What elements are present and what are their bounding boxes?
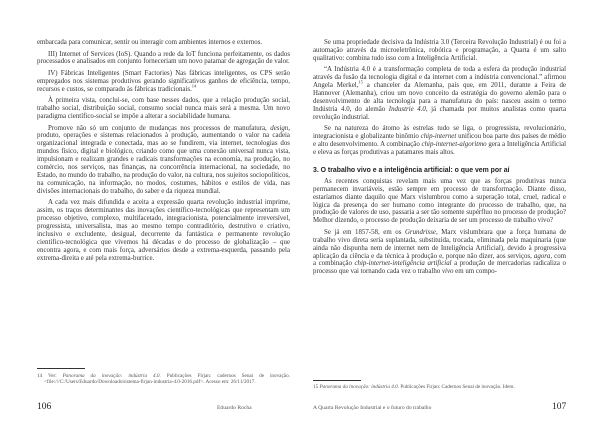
text-run: À primeira vista, conclui-se, com base nesses dados, que a relação produção social, trabalho social, distribuição social, consumo social nunca mais será a mesma. Um novo paradigma científico-social se impõe a alterar a sociabilidade humana.: [37, 97, 290, 121]
italic-text: Panorama da inovação: indústria 4.0.: [62, 373, 161, 379]
text-run: Se uma propriedade decisiva da Indústria 3.0 (Terceira Revolução Industrial) é ou foi a automação através da microeletrônica, robótica e programação, a Quarta é um salto qualitativo: combina tudo isso com a Inteligência Artificial.: [313, 39, 566, 62]
running-head-title: A Quarta Revolução Industrial e o futuro do trabalho: [313, 405, 432, 411]
text-run: a produção de mercadorias radicaliza o processo que vai tornando cada vez o trabalho: [313, 260, 566, 276]
text-run: As recentes conquistas revelam mais uma vez que as forças produtivas nunca permanecem invariáveis, estão sempre em processo de transformação. Diante disso, estaríamos diante daquilo que Marx vislumbrou como a superação total, cruel, radical e lógica da presença do ser humano como integrante do processo de trabalho, que, na produção de valores de uso, passaria a ser tão somente supérfluo no processo de produção? Melhor dizendo, o processo de produção deixaria de ser um processo de trabalho vivo?: [313, 177, 566, 225]
text-run: em um compo-: [453, 268, 497, 276]
italic-text: chip-internet: [420, 133, 457, 141]
text-run: Promove não só um conjunto de mudanças nos processos de manufatura,: [48, 124, 271, 132]
paragraph: [37, 70, 290, 94]
text-run: 15: [313, 384, 320, 390]
text-run: A cada vez mais difundida e aceita a expressão quarta revolução industrial imprime, assim, os traços determinantes das inovações científico-tecnológicas que representam um processo objetivo, complexo, multifacetado, integracionista, potencialmente irreversível, progressista, universalista, mas ao mesmo tempo contraditório, destrutivo e criativo, inclusivo e excludente, desigual, decorrente da fantástica e permanente revolução científico-tecnológica que vivemos há décadas e do processo de globalização – que encontra agora, e com mais força, adversários desde a extrema-esquerda, passando pela extrema-direita e até pela extrema-burrice.: [37, 199, 290, 262]
footnote-rule: [37, 368, 85, 369]
text-run: Publicações Firjan: Cadernos Senai de inovação. Idem.: [399, 384, 515, 390]
text-run: “A Indústria 4.0 é a transformação completa de toda a esfera da produção industrial através da fusão da tecnologia digital e da internet com a indústria convencional.” afirmou Angela Merkel,: [313, 66, 566, 90]
paragraph: [37, 125, 290, 196]
text-run: , produto, operações e sistemas relacionados à produção, aumentando o valor na cadeia organizacional integrada e conectada, mas ao se fundirem, via internet, tecnologias dos mundos físico, digital e biológico, criando como que uma conexão universal nunca vista, impulsionam e realizam grandes e radicais transformações na economia, na produção, no comércio, nos serviços, nas finanças, na concorrência internacional, na sociedade, no Estado, no mundo do trabalho, na produção do valor, na cultura, nos sujeitos sociopolíticos, na comunicação, na informação, no modos, costumes, hábitos e estilos de vida, nas divisões internacionais do trabalho, do saber e da riqueza mundial.: [37, 124, 290, 195]
paragraph: [313, 229, 566, 276]
section-heading: 3. O trabalho vivo e a inteligência artificial: o que vem por aí: [313, 166, 510, 174]
footnote-ref: 14: [191, 83, 197, 89]
paragraph: [313, 125, 566, 157]
text-run: III) Internet of Services (IoS). Quando a rede da IoT funciona perfeitamente, os dados processados e analisados em conjunto forneceriam um novo patamar de agregação de valor.: [37, 50, 290, 66]
paragraph: [313, 39, 566, 63]
text-run: 14 Ver:: [37, 373, 63, 379]
footnote-14: [37, 373, 290, 386]
italic-text: vivo: [441, 268, 454, 276]
paragraph: [313, 66, 566, 121]
text-run: gera a Inteligência Artificial e eleva as forças produtivas a patamares mais altos.: [313, 141, 567, 156]
italic-text: design: [270, 124, 289, 132]
page-number: 107: [552, 402, 567, 412]
italic-text: Grundrisse: [404, 228, 436, 236]
text-run: Publicações Firjan: cadernos Senai de inovação. <file:///C:/Users/Eduardo/Downloads/sistema-firjan-industria-4.0-2016.pdf>. Acesso em: 26/11/2017.: [44, 373, 290, 386]
text-run: Se na natureza do átomo às estrelas tudo se liga, o progressista, revolucionário, integracionista e globalizante binômio: [313, 125, 566, 141]
text-run: IV) Fábricas Inteligentes (Smart Factories) Nas fábricas inteligentes, os CPS serão empregados nos sistemas produtivos gerando significativos ganhos de eficiência, tempo, recursos e custos, se comparado às fábricas tradicionais.: [37, 69, 290, 93]
right-body-text: [313, 39, 566, 280]
paragraph: [37, 51, 290, 67]
text-run: Se já em 1857-58, em os: [324, 228, 405, 236]
italic-text: agora: [533, 252, 551, 260]
left-body-text: [37, 39, 290, 266]
footnote-rule: [313, 380, 361, 381]
footnote-15: [313, 384, 566, 390]
text-run: , Marx vislumbrara que a força humana de trabalho vivo direta seria suplantada, substituída, trocada, eliminada pela maquinaria (que ainda não dispunha nem de internet nem de Inteligência Artificial), devido à progressiva aplicação da ciência e da técnica à produção e, porque não dizer, aos serviços,: [313, 228, 567, 260]
text-run: unificou boa parte dos países de médio e alto desenvolvimento. A combinação: [313, 133, 566, 149]
running-head-author: Eduardo Rocha: [217, 405, 252, 411]
paragraph: [37, 39, 290, 47]
page-number: 106: [37, 402, 52, 412]
right-page: [300, 0, 600, 439]
italic-text: chip-internet-algoritmo: [421, 141, 487, 149]
italic-text: chip-internet-inteligência artificial: [354, 260, 452, 268]
text-run: embarcada para comunicar, sentir ou interagir com ambientes internos e externos.: [37, 39, 263, 46]
paragraph: [313, 178, 566, 225]
text-run: , com a combinação: [313, 252, 566, 268]
text-run: , já chamada por muitos analistas como quarta revolução industrial.: [313, 105, 567, 121]
paragraph: [37, 199, 290, 262]
italic-text: Industrie 4.0: [388, 105, 426, 113]
paragraph: [37, 97, 290, 121]
text-run: a chanceler da Alemanha, país que, em 2011, durante a Feira de Hannover (Alemanha), criou um novo conceito da estratégia do governo alemão para o desenvolvimento de alta tecnologia para a manufatura do país: nasceu assim o termo Indústria 4.0, do alemão: [313, 82, 566, 113]
footnote-ref: 15: [358, 79, 363, 85]
italic-text: Panorama da inovação: indústria 4.0.: [319, 384, 400, 390]
